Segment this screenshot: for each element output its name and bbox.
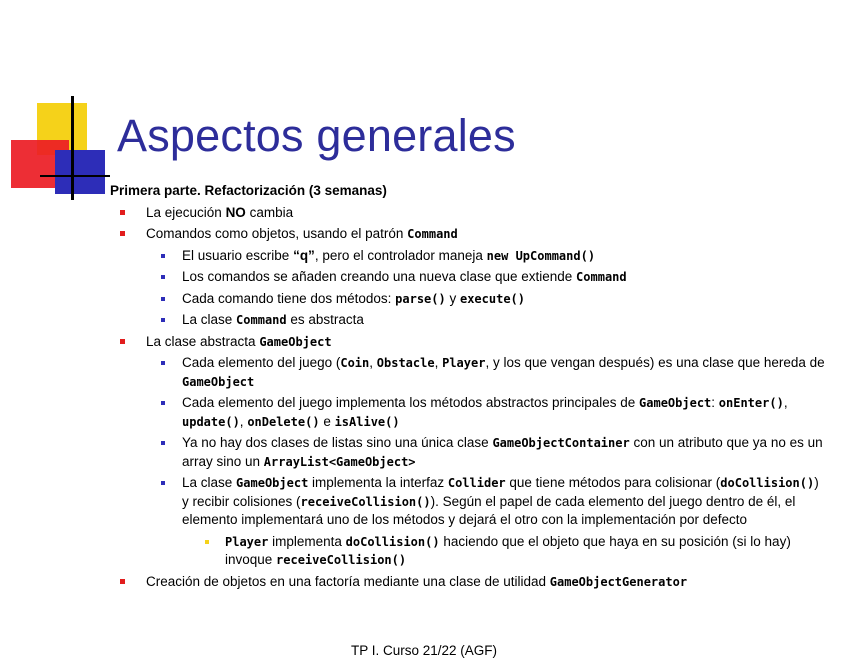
- decor-horizontal-line: [40, 175, 110, 177]
- bullet-text: ,: [434, 355, 443, 370]
- bullet-text: que tiene métodos para colisionar (: [505, 475, 721, 490]
- slide-footer: TP I. Curso 21/22 (AGF): [350, 643, 498, 658]
- bullet-marker-icon: [205, 540, 209, 544]
- bullet-marker-icon: [161, 318, 165, 322]
- bullet-text: cambia: [245, 204, 294, 220]
- code-term: onDelete(): [247, 414, 320, 429]
- code-term: GameObjectContainer: [492, 436, 630, 450]
- code-term: ArrayList<GameObject>: [263, 454, 416, 469]
- bullet-item-level-2: [108, 311, 828, 330]
- code-term: receiveCollision(): [300, 494, 431, 509]
- bullet-item-level-2: [108, 394, 828, 431]
- bullet-text: implementa la interfaz: [308, 475, 448, 490]
- bullet-item-level-1: [108, 225, 828, 244]
- bold-text: NO: [225, 204, 246, 220]
- code-term: new UpCommand(): [486, 248, 596, 263]
- bullet-text: haciendo que el objeto que haya en su posición (si lo hay) invoque: [225, 533, 791, 567]
- decor-blue-square: [55, 150, 105, 194]
- bullet-marker-icon: [161, 297, 165, 301]
- bold-text: “q”: [293, 247, 315, 263]
- code-term: Coin: [340, 356, 370, 370]
- bullet-text: La clase: [182, 475, 237, 490]
- bullet-text: La clase: [182, 312, 237, 327]
- bullet-marker-icon: [161, 401, 165, 405]
- slide-body: [108, 182, 828, 594]
- bullet-text: ,: [783, 395, 788, 410]
- code-term: GameObject: [236, 476, 309, 490]
- code-term: Command: [407, 227, 458, 241]
- bullet-text: Cada elemento del juego (: [182, 355, 341, 370]
- bullet-text: , y los que vengan después) es una clase que hereda de: [485, 355, 825, 370]
- code-term: GameObject: [639, 396, 712, 410]
- bullet-text: ) y recibir colisiones (: [182, 475, 819, 509]
- bullet-item-level-1: [108, 333, 828, 352]
- code-term: update(): [182, 414, 240, 429]
- code-term: GameObjectGenerator: [549, 574, 688, 589]
- bullet-item-level-2: [108, 354, 828, 391]
- bullet-marker-icon: [120, 339, 125, 344]
- bullet-item-level-2: [108, 434, 828, 471]
- bullet-item-level-1: [108, 573, 828, 592]
- bullet-item-level-2: [108, 290, 828, 309]
- code-term: Command: [236, 313, 287, 327]
- slide-title: Aspectos generales: [117, 110, 516, 161]
- bullet-text: Los comandos se añaden creando una nueva clase que extiende: [182, 269, 577, 284]
- bullet-marker-icon: [120, 210, 125, 215]
- code-term: receiveCollision(): [276, 553, 407, 567]
- code-term: GameObject: [182, 374, 255, 389]
- bullet-text: :: [711, 395, 719, 410]
- bullet-text: con un atributo que ya no es un array sino un: [182, 435, 823, 469]
- bullet-text: y: [445, 290, 460, 306]
- bullet-text: Cada comando tiene dos métodos:: [182, 290, 396, 306]
- bullet-text: ,: [239, 413, 248, 429]
- bullet-text: implementa: [268, 533, 346, 549]
- code-term: Obstacle: [376, 356, 435, 370]
- bullet-marker-icon: [161, 254, 165, 258]
- bullet-marker-icon: [161, 275, 165, 279]
- code-term: GameObject: [259, 334, 332, 349]
- bullet-item-level-3: [108, 533, 828, 570]
- code-term: onEnter(): [718, 396, 784, 410]
- bullet-text: , pero el controlador maneja: [314, 247, 487, 263]
- code-term: Player: [442, 356, 486, 370]
- bullet-text: El usuario escribe: [182, 247, 294, 263]
- bullet-item-level-1: [108, 204, 828, 223]
- bullet-text: Creación de objetos en una factoría mediante una clase de utilidad: [146, 573, 550, 589]
- code-term: Player: [225, 534, 269, 549]
- bullet-text: La ejecución: [146, 204, 226, 220]
- bullet-item-level-2: [108, 474, 828, 530]
- bullet-text: Ya no hay dos clases de listas sino una única clase: [182, 435, 493, 450]
- code-term: doCollision(): [720, 476, 815, 490]
- bullet-item-level-2: [108, 247, 828, 266]
- code-term: execute(): [459, 291, 526, 306]
- bullet-text: ). Según el papel de cada elemento del juego dentro de él, el elemento implementará uno de los métodos y dejará el otro con la implementación por defecto: [182, 493, 796, 527]
- code-term: Collider: [447, 476, 506, 490]
- bullet-text: La clase abstracta: [146, 333, 260, 349]
- code-term: isAlive(): [334, 414, 400, 429]
- code-term: parse(): [395, 291, 446, 306]
- bullet-marker-icon: [120, 579, 125, 584]
- bullet-text: ,: [369, 355, 377, 370]
- bullet-text: Cada elemento del juego implementa los métodos abstractos principales de: [182, 395, 640, 410]
- bullet-list: [108, 204, 828, 592]
- bullet-marker-icon: [120, 231, 125, 236]
- bullet-marker-icon: [161, 361, 165, 365]
- bullet-text: e: [319, 413, 335, 429]
- bullet-item-level-2: [108, 268, 828, 287]
- bullet-marker-icon: [161, 481, 165, 485]
- section-heading: Primera parte. Refactorización (3 semanas): [110, 183, 387, 198]
- bullet-marker-icon: [161, 441, 165, 445]
- code-term: doCollision(): [345, 534, 440, 549]
- bullet-text: Comandos como objetos, usando el patrón: [146, 226, 408, 241]
- bullet-text: es abstracta: [286, 312, 364, 327]
- decor-vertical-line: [71, 96, 74, 200]
- code-term: Command: [576, 270, 627, 284]
